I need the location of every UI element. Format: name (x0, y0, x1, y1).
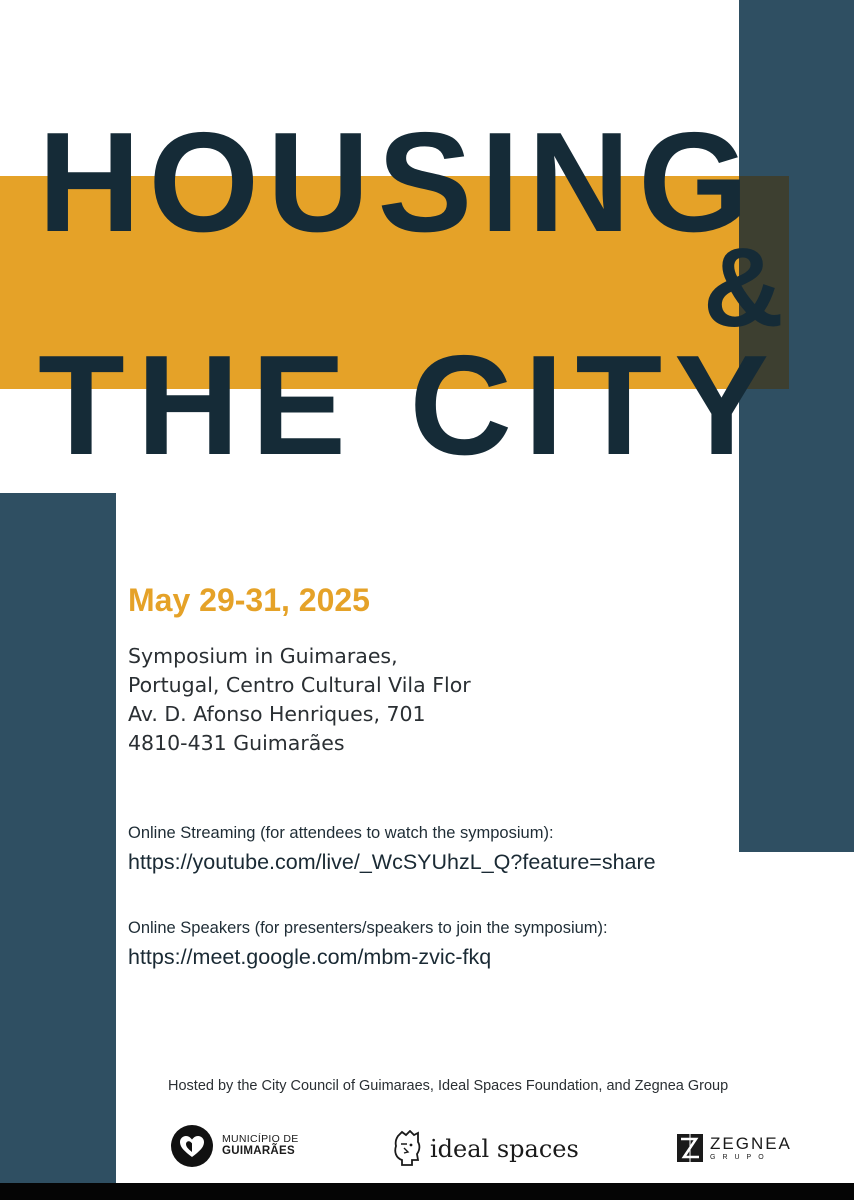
title-ampersand: & (703, 225, 784, 350)
zegnea-line-2: GRUPO (710, 1154, 771, 1161)
municipio-logo (170, 1124, 299, 1168)
zegnea-mark-icon (676, 1133, 704, 1163)
event-date: May 29-31, 2025 (128, 582, 370, 618)
venue-line-4: 4810-431 Guimarães (128, 731, 345, 755)
venue-line-2: Portugal, Centro Cultural Vila Flor (128, 673, 471, 697)
municipio-line-1: MUNICÍPIO DE (222, 1133, 299, 1146)
zegnea-logo (676, 1133, 792, 1163)
ideal-spaces-logo (390, 1130, 579, 1168)
venue-line-1: Symposium in Guimaraes, (128, 644, 398, 668)
speakers-link[interactable]: https://meet.google.com/mbm-zvic-fkq (128, 945, 492, 969)
title-the-city: THE CITY (38, 326, 781, 485)
streaming-link[interactable]: https://youtube.com/live/_WcSYUhzL_Q?feature=share (128, 850, 656, 874)
title-housing: HOUSING (38, 103, 757, 262)
ideal-spaces-text: ideal spaces (430, 1135, 579, 1163)
heart-icon (170, 1124, 214, 1168)
speakers-label: Online Speakers (for presenters/speakers to join the symposium): (128, 919, 608, 937)
streaming-label: Online Streaming (for attendees to watch the symposium): (128, 824, 554, 842)
hosted-by-text: Hosted by the City Council of Guimaraes, Ideal Spaces Foundation, and Zegnea Group (168, 1078, 729, 1094)
bottom-rule (0, 1183, 854, 1200)
venue-line-3: Av. D. Afonso Henriques, 701 (128, 702, 426, 726)
statue-head-icon (390, 1130, 424, 1168)
municipio-line-2: GUIMARÃES (222, 1145, 295, 1158)
left-navy-bar (0, 493, 116, 1200)
zegnea-line-1: ZEGNEA (710, 1134, 792, 1153)
